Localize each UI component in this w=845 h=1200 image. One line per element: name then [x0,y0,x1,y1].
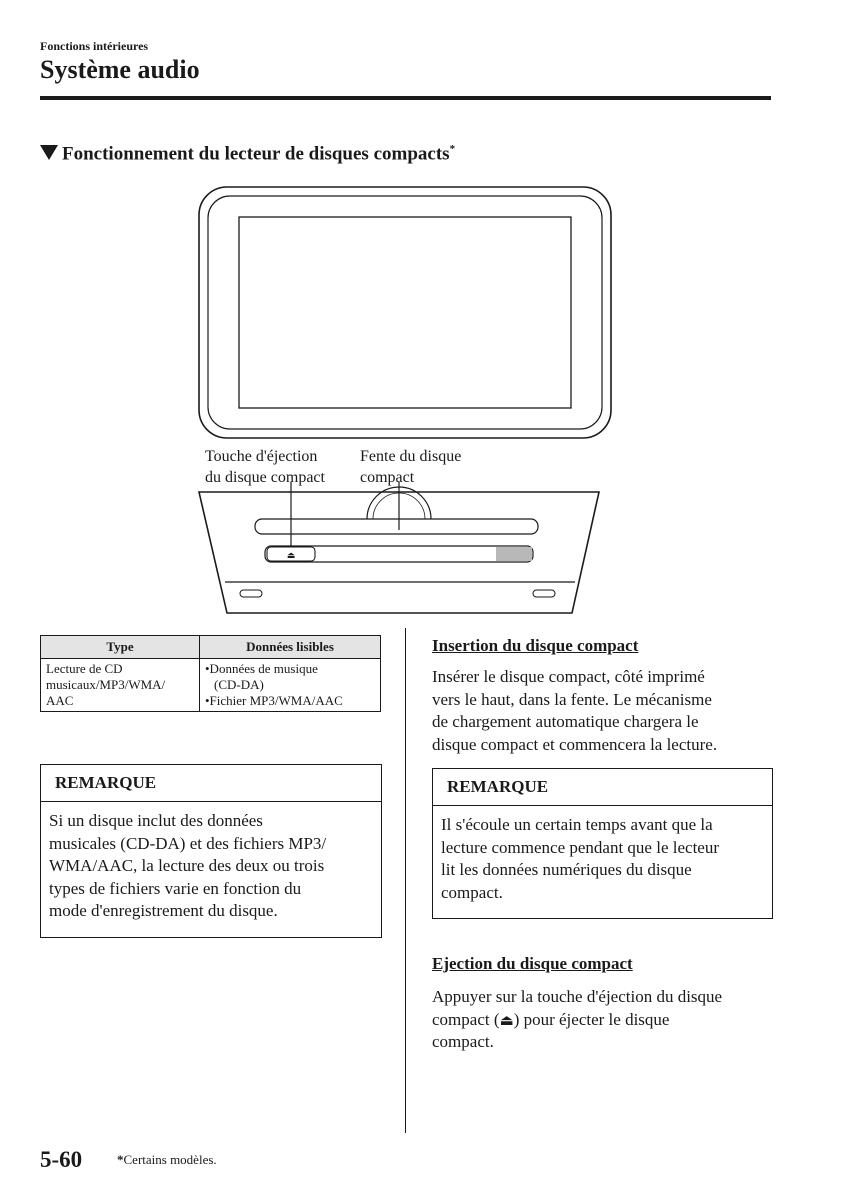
note-left-line: mode d'enregistrement du disque. [49,901,278,920]
table-cell-data [200,659,381,712]
asterisk-marker: * [449,143,456,155]
readable-data-table [40,635,381,712]
column-divider [405,628,406,1133]
data-line: •Données de musique [205,661,318,676]
note-box-left [40,764,382,938]
eject-button-icon: ⏏ [286,551,296,561]
section-heading-text: Fonctionnement du lecteur de disques compacts [62,143,450,165]
label-eject-line2: du disque compact [205,469,325,486]
insertion-line: vers le haut, dans la fente. Le mécanisme [432,689,712,709]
page-title: Système audio [40,55,200,84]
note-right-body [433,806,772,912]
data-line: (CD-DA) [214,677,264,692]
label-slot-line1: Fente du disque [360,448,462,465]
cd-player-illustration [195,185,615,625]
insertion-heading: Insertion du disque compact [432,636,639,655]
type-line: Lecture de CD [46,661,123,676]
ejection-text [432,986,777,1054]
table-cell-type [41,659,200,712]
title-rule [40,96,771,100]
type-line: AAC [46,693,74,708]
insertion-line: Insérer le disque compact, côté imprimé [432,667,705,686]
ejection-line: Appuyer sur la touche d'éjection du disque [432,987,723,1006]
ejection-line2-end: ) pour éjecter le disque [513,1009,670,1029]
type-line: musicaux/MP3/WMA/ [46,677,166,692]
note-right-line: Il s'écoule un certain temps avant que la [441,815,713,834]
note-left-line: types de fichiers varie en fonction du [49,878,302,898]
ejection-heading: Ejection du disque compact [432,954,633,973]
label-eject-button [205,446,325,488]
left-vent [240,590,262,597]
footnote-marker: * [117,1152,124,1167]
note-left-line: musicales (CD-DA) et des fichiers MP3/ [49,833,327,853]
note-right-line: compact. [441,882,503,902]
insertion-line: disque compact et commencera la lecture. [432,734,718,754]
display-screen [239,217,571,408]
table-header-data: Données lisibles [200,636,381,659]
note-right-line: lit les données numériques du disque [441,860,692,879]
note-right-line: lecture commence pendant que le lecteur [441,837,719,857]
note-box-right [432,768,773,919]
section-heading [40,143,455,165]
note-right-title: REMARQUE [433,769,772,806]
right-vent [533,590,555,597]
label-disc-slot [360,446,461,488]
table-header-row [41,636,381,659]
display-bezel-outer [199,187,611,438]
footnote [117,1152,217,1168]
cd-slot-rail [255,519,538,534]
label-eject-line1: Touche d'éjection [205,448,318,465]
insertion-line: de chargement automatique chargera le [432,712,699,731]
ejection-line2-start: compact ( [432,1009,500,1029]
slot-indicator [496,547,532,561]
triangle-bullet-icon [40,145,58,160]
eject-icon: ⏏ [499,1010,514,1029]
page-number: 5-60 [40,1147,83,1172]
section-label: Fonctions intérieures [40,39,149,53]
note-left-line: WMA/AAC, la lecture des deux ou trois [49,856,325,875]
ejection-line: compact. [432,1032,494,1051]
footnote-text: Certains modèles. [123,1152,217,1167]
note-left-body [41,802,381,931]
display-bezel-inner [208,196,602,429]
data-line: •Fichier MP3/WMA/AAC [205,693,343,708]
table-row [41,659,381,712]
ejection-line [432,1009,777,1032]
table-header-type: Type [41,636,200,659]
label-slot-line2: compact [360,469,415,486]
note-left-title: REMARQUE [41,765,381,802]
note-left-line: Si un disque inclut des données [49,811,263,830]
insertion-text [432,666,777,756]
